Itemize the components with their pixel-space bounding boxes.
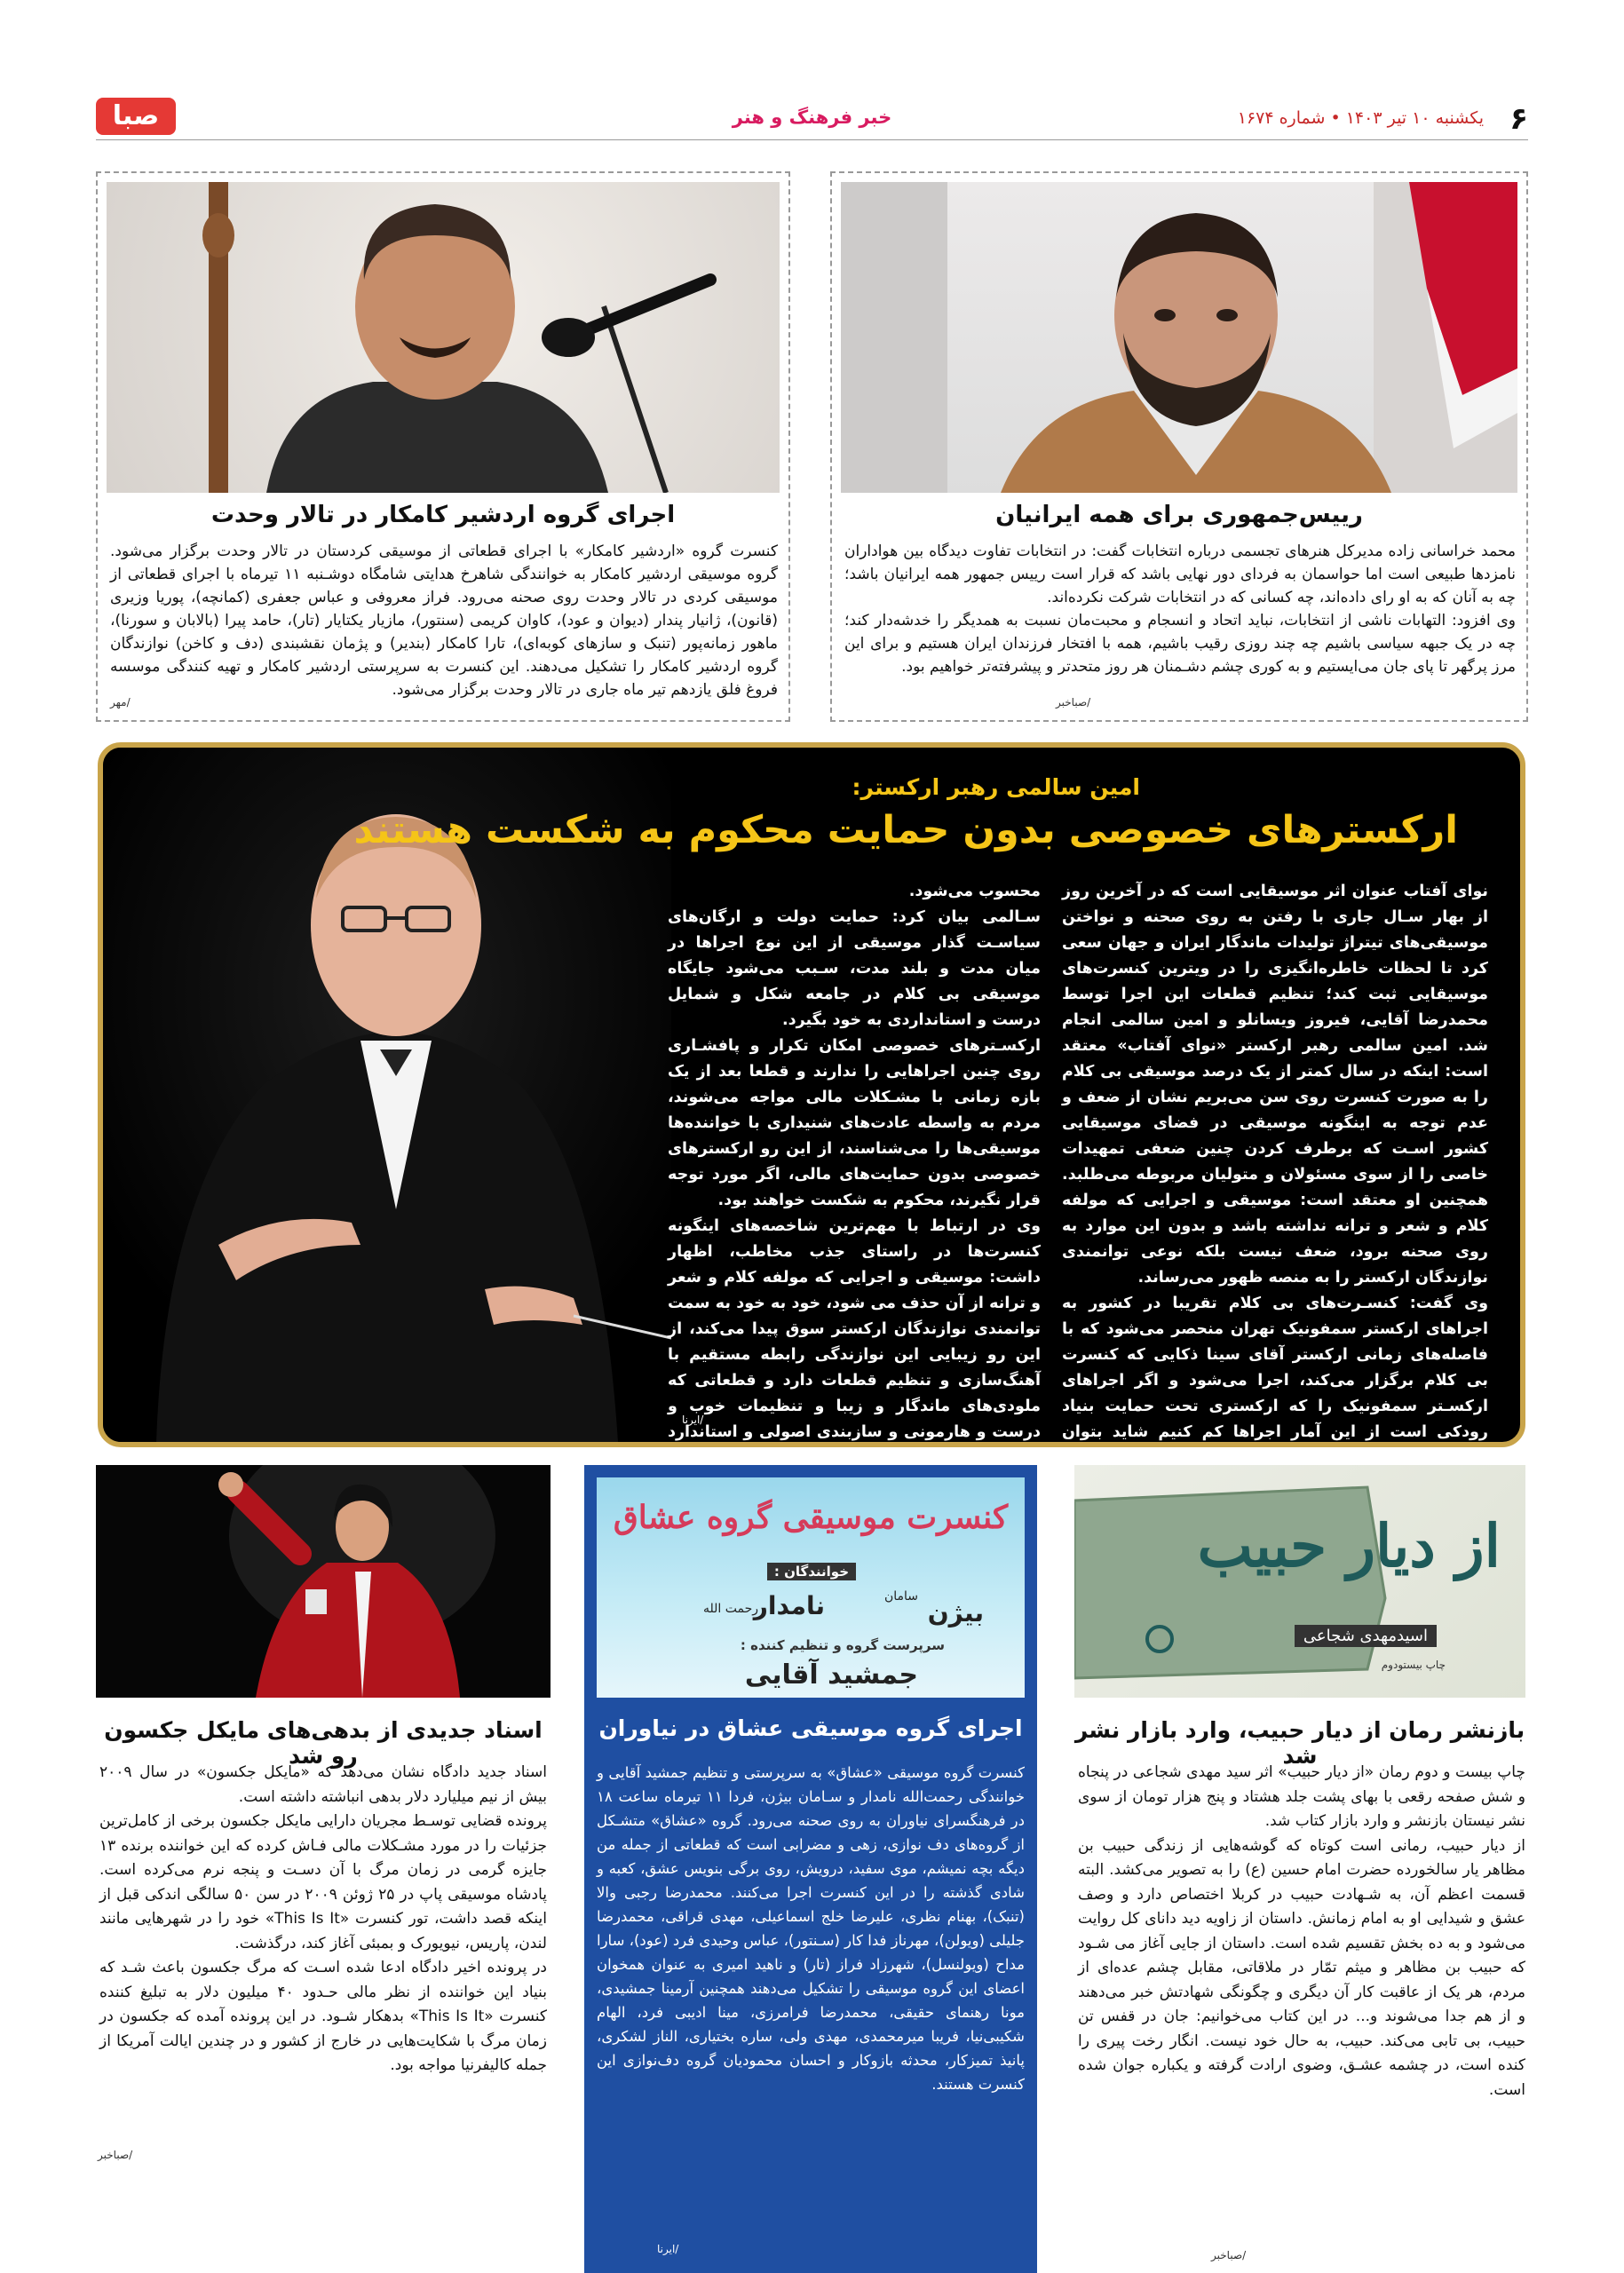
jackson-paragraph-3: در پرونده اخیر دادگاه ادعا شده اسـت که مرگ جکسون باعث شـد که بنیاد این خواننده از نظر مالی حـدود ۴۰ میلیون دلار به تبلیغ کننده کنسرت «This Is It» بدهکار شـود. در این پرونده آمده که جکسون در زمان مرگ با شکایت‌هایی در خارج از کشور و در چندین ایالت آمریکا از جمله کالیفرنیا مواجه بود. (99, 1959, 547, 2074)
president-source: /صباخبر (1056, 696, 1091, 709)
feature-headline: ارکسترهای خصوصی بدون حمایت محکوم به شکست هستند (353, 808, 1458, 852)
feature-left-paragraph-3: ارکسـترهای خصوصی امکان تکرار و پافشـاری روی چنین اجراهایی را ندارند و قطعا بعد از یک بازه زمانی با مشـکلات مالی مواجه می‌شوند، مردم به واسطه عادت‌های شنیداری با خواننده‌ها موسیقی‌ها را می‌شناسند، از این رو ارکسترهای خصوصی بدون حمایت‌های مالی، اگر مورد توجه قرار نگیرند، محکوم به شکست خواهند بود. (668, 1037, 1041, 1209)
book-cover-author: اسیدمهدی شجاعی (1295, 1625, 1437, 1647)
book-cover-title: از دیار حبیب (1197, 1511, 1501, 1580)
president-photo (841, 182, 1517, 493)
concert-source: /ایرنا (657, 2243, 679, 2255)
president-title: رییس‌جمهوری برای همه ایرانیان (995, 502, 1363, 528)
feature-right-paragraph-1: نوای آفتاب عنوان اثر موسیقایی است که در آخرین روز از بهار سـال جاری با رفتن به روی صحنه و نواختن موسیقی‌های تیتراژ تولیدات ماندگار ایران و جهان سعی کرد تا لحظات خاطره‌انگیزی را در ویترین کنسرت‌های موسیقایی ثبت کند؛ تنظیم قطعات این اجرا توسط محمدرضا آقایی، فیروز ویسانلو و امین سالمی انجام شد. امین سالمی رهبر ارکستر «نوای آفتاب» معتقد است: اینکه در سال کمتر از یک درصد موسیقی بی کلام را به صورت کنسرت روی سن می‌بریم نشان از ضعف و عدم توجه به اینگونه موسیقی در فضای موسیقایی کشور اسـت که برطرف کردن چنین ضعفی تمهیدات خاصی را از سوی مسئولان و متولیان مربوطه می‌طلبد. همچنین او معتقد است: موسیقی و اجرایی که مولفه کلام و شعر و ترانه نداشته باشد و بدون این موارد به روی صحنه برود، ضعف نیست بلکه نوعی توانمندی نوازندگان ارکستر را به منصه ظهور می‌رساند. (1062, 883, 1488, 1287)
concert-poster (597, 1477, 1025, 1698)
president-paragraph-1: محمد خراسانی زاده مدیرکل هنرهای تجسمی درباره انتخابات گفت: در انتخابات تفاوت دیدگاه بین هواداران نامزدها طبیعی است اما حواسمان به فردای دور نهایی باشد که قرار است رییس جمهور همه ایرانیان باشد؛ چه به آنان که به او رای داده‌اند، چه کسانی که در انتخابات شرکت نکرده‌اند. (844, 543, 1516, 606)
feature-kicker: امین سالمی رهبر ارکستر: (852, 774, 1140, 800)
jackson-body (99, 1761, 547, 2079)
jackson-paragraph-2: پرونده قضایی توسـط مجریان دارایی مایکل جکسون برخی از کامل‌ترین جزئیات را در مورد مشـکلات مالی فـاش کرده که این خواننده برنده ۱۳ جایزه گرمی در زمان مرگ با آن دسـت و پنجه نرم می‌کرده است. پادشاه موسیقی پاپ در ۲۵ ژوئن ۲۰۰۹ در سن ۵۰ سالگی اندکی قبل از اینکه قصد داشت، تور کنسرت «This Is It» خود را در شهرهایی مانند لندن، پاریس، نیویورک و بمبئی آغاز کند، درگذشت. (99, 1812, 548, 1952)
concert-paragraph-1: کنسرت گروه موسیقی «عشاق» به سرپرستی و تنظیم جمشید آقایی و خوانندگی رحمت‌الله نامدار و سـامان بیژن، فردا ۱۱ تیرماه ساعت ۱۸ در فرهنگسرای نیاوران به روی صحنه می‌رود. گروه «عشاق» متشـکل از گروه‌های دف نوازی، زهی و مضرابی است که قطعاتی از جمله من دیگه بچه نمیشم، موی سفید، درویش، روی برگی بنویس عشق، کعبه و شادی گذشته را در این کنسرت اجرا می‌کنند. محمدرضا رجبی والا (تنبک)، بهنام نظری، علیرضا خلج اسماعیلی، مهدی قراقی، محمدرضا جلیلی (ویولن)، مهرناز فدا کار (سـنتور)، عباس وحیدی فرد (عود)، سارا مداح (ویولنسل)، شهرزاد فراز (تار) و ناهید امیری به عنوان همخوان اعضای این گروه موسیقی را تشکیل می‌دهند همچنین آرمینا جمشیدی، مونا رهنمای حقیقی، محمدرضا فرامرزی، مینا ادیبی فرد، الهام شکیبی‌نیا، فریبا میرمحمدی، مهدی ولی، ساره بختیاری، الناز لشکری، پانیذ تمیزکار، محدثه بازوکار و احسان محمودیان گروه دف‌نوازی این کنسرت هستند. (597, 1764, 1025, 2093)
book-cover-edition: چاپ بیستودوم (1381, 1659, 1446, 1671)
book-cover-image (1074, 1465, 1525, 1698)
poster-singers-label: خوانندگان : (767, 1563, 856, 1580)
poster-singer1-first: رحمت الله (702, 1602, 758, 1616)
newspaper-logo: صبا (96, 98, 176, 135)
president-paragraph-2: وی افزود: التهابات ناشی از انتخابات، نباید اتحاد و انسجام و محبت‌مان نسبت به همدیگر را خدشه‌دار کند؛ چه در یک جبهه سیاسی باشیم چه چند روزی رقیب باشیم، همه با افتخار فرزندان ایران هستیم و برای این مرز پرگهر تا پای جان می‌ایستیم و به کوری چشم دشـمنان هر روز متحدتر و پیشرفته‌تر خواهیم بود. (844, 612, 1516, 676)
section-title: خبر فرهنگ و هنر (732, 107, 892, 128)
feature-source: /ایرنا (682, 1414, 704, 1426)
story-kamkar (96, 171, 790, 722)
feature-column-left (668, 879, 1041, 1447)
book-source: /صباخبر (1211, 2249, 1247, 2261)
feature-column-right (1062, 879, 1488, 1447)
poster-singer2-last: بیژن (927, 1598, 984, 1628)
jackson-title: اسناد جدیدی از بدهی‌های مایکل جکسون رو شد (104, 1717, 543, 1769)
kamkar-photo (107, 182, 780, 493)
feature-right-paragraph-2: وی گفت: کنسـرت‌های بی کلام تقریبا در کشور به اجراهای ارکستر سمفونیک تهران منحصر می‌شود که با فاصله‌های زمانی ارکستر آقای سینا ذکایی که کنسرت بی کلام برگزار می‌کند، اجرا می‌شود و اگر اجراهای ارکسـتر سمفونیک را که ارکستری تحت حمایت بنیاد رودکی است از این آمار اجراها کم کنیم شاید بتوان (1062, 1295, 1488, 1441)
jackson-source: /صباخبر (98, 2149, 133, 2161)
story-president (830, 171, 1528, 722)
jackson-photo (96, 1465, 551, 1698)
page-header (96, 96, 1528, 140)
book-title: بازنشر رمان از دیار حبیب، وارد بازار نشر شد (1074, 1717, 1525, 1769)
feature-left-paragraph-4: وی در ارتباط با مهم‌ترین شاخصه‌های اینگونه کنسرت‌ها در راستای جذب مخاطب، اظهار داشت: موسیقی و اجرایی که مولفه کلام و شعر و ترانه از آن حذف می شود، خود به خود به سمت توانمندی نوازندگان ارکستر سوق پیدا می‌کند، از این رو زیبایی این نوازندگی رابطه مستقیم با آهنگ‌سازی و تنظیم قطعات دارد و قطعاتی که ملودی‌های ماندگار و زیبا و تنظیمات خوب و درست و هارمونی و سازبندی اصولی و استاندارد (668, 1217, 1041, 1441)
concert-body (597, 1761, 1025, 2096)
poster-title: کنسرت موسیقی گروه عشاق (613, 1499, 1009, 1536)
kamkar-body (110, 540, 778, 701)
story-concert (584, 1465, 1037, 2273)
kamkar-title: اجرای گروه اردشیر کامکار در تالار وحدت (210, 502, 676, 528)
feature-left-paragraph-1: محسوب می‌شود. (908, 883, 1041, 900)
kamkar-paragraph-1: کنسرت گروه «اردشیر کامکار» با اجرای قطعاتی از موسیقی کردستان در تالار وحدت برگزار می‌شود. گروه موسیقی اردشیر کامکار به خوانندگی شاهرخ هدایتی شامگاه دوشـنبه ۱۱ تیرماه با اجرای قطعاتی از موسیقی کردی در تالار وحدت روی صحنه می‌رود. فراز معروفی و عباس جعفری (کمانچه)، پوریا وزیری (قانون)، ژانیار پندار (دیوان و عود)، کاوان کریمی (سنتور)، مازیار یکتایار (تار)، حامد پیرا (بالابان و سورنا)، ماهور زمانه‌پور (تنبک و سازهای کوبه‌ای)، تارا کامکار (بندیر) و پژمان نقشبندی (دف و کاخن) نوازندگان گروه اردشیر کامکار را تشکیل می‌دهند. این کنسرت به سرپرستی اردشیر کامکار و تهیه کنندگی موسسه فروغ فلق یازدهم تیر ماه جاری در تالار وحدت برگزار می‌شود. (110, 543, 778, 699)
book-paragraph-2: از دیار حبیب، رمانی است کوتاه که گوشه‌هایی از زندگی حبیب بن مظاهر یار سالخورده حضرت امام حسین (ع) را به تصویر می‌کشد. البته قسمت اعظم آن، به شـهادت حبیب در کربلا اختصاص دارد و وصف عشق و شیدایی او به امام زمانش. داستان از زاویه دید دانای کل روایت می‌شود و به ده بخش تقسیم شده است. داستان از جایی آغاز می شـود که حبیب بن مظاهر و میثم تمّار در ملاقاتی، مقابل چشم عده‌ای از مردم، هر یک از عاقبت کار آن دیگری و چگونگی شهادتش خبر می‌دهند و از هم جدا می‌شوند و... در این کتاب می‌خوانیم: جان در قفس تن حبیب، بی تابی می‌کند. حبیب، به حال خود نیست. انگار رخت پیری را کنده است، در چشمه عشـق، وضوی ارادت گرفته و یکباره جوان شده است. (1078, 1836, 1525, 2099)
poster-singer1-last: نامدار (753, 1591, 825, 1620)
poster-singer2-first: سامان (883, 1589, 918, 1604)
feature-left-paragraph-2: سـالمی بیان کرد: حمایت دولت و ارگان‌های سیاسـت گذار موسیقی از این نوع اجراها در میان مدت و بلند مدت، سـبب می‌شود جایگاه موسیقی بی کلام در جامعه شکل و شمایل درست و استانداردی به خود بگیرد. (668, 908, 1041, 1029)
book-body (1078, 1761, 1525, 2103)
poster-director-label: سرپرست گروه و تنظیم کننده : (740, 1637, 945, 1653)
feature-box (98, 742, 1525, 1447)
president-body (844, 540, 1516, 678)
jackson-paragraph-1: اسناد جدید دادگاه نشان می‌دهد که «مایکل جکسون» در سال ۲۰۰۹ بیش از نیم میلیارد دلار بدهی انباشته داشته است. (99, 1763, 547, 1806)
issue-info: یکشنبه ۱۰ تیر ۱۴۰۳ • شماره ۱۶۷۴ (1237, 108, 1484, 128)
story-jackson (96, 1465, 551, 2273)
kamkar-source: /مهر (110, 696, 131, 709)
poster-director: جمشید آقایی (744, 1659, 918, 1691)
concert-title: اجرای گروه موسیقی عشاق در نیاوران (598, 1715, 1023, 1741)
book-paragraph-1: چاپ بیست و دوم رمان «از دیار حبیب» اثر سید مهدی شجاعی در پنجاه و شش صفحه رقعی با بهای پشت جلد هشتاد و پنج هزار تومان از سوی نشر نیستان بازنشر و وارد بازار کتاب شد. (1078, 1763, 1525, 1830)
story-book (1074, 1465, 1529, 2273)
page-number: ۶ (1509, 101, 1528, 137)
